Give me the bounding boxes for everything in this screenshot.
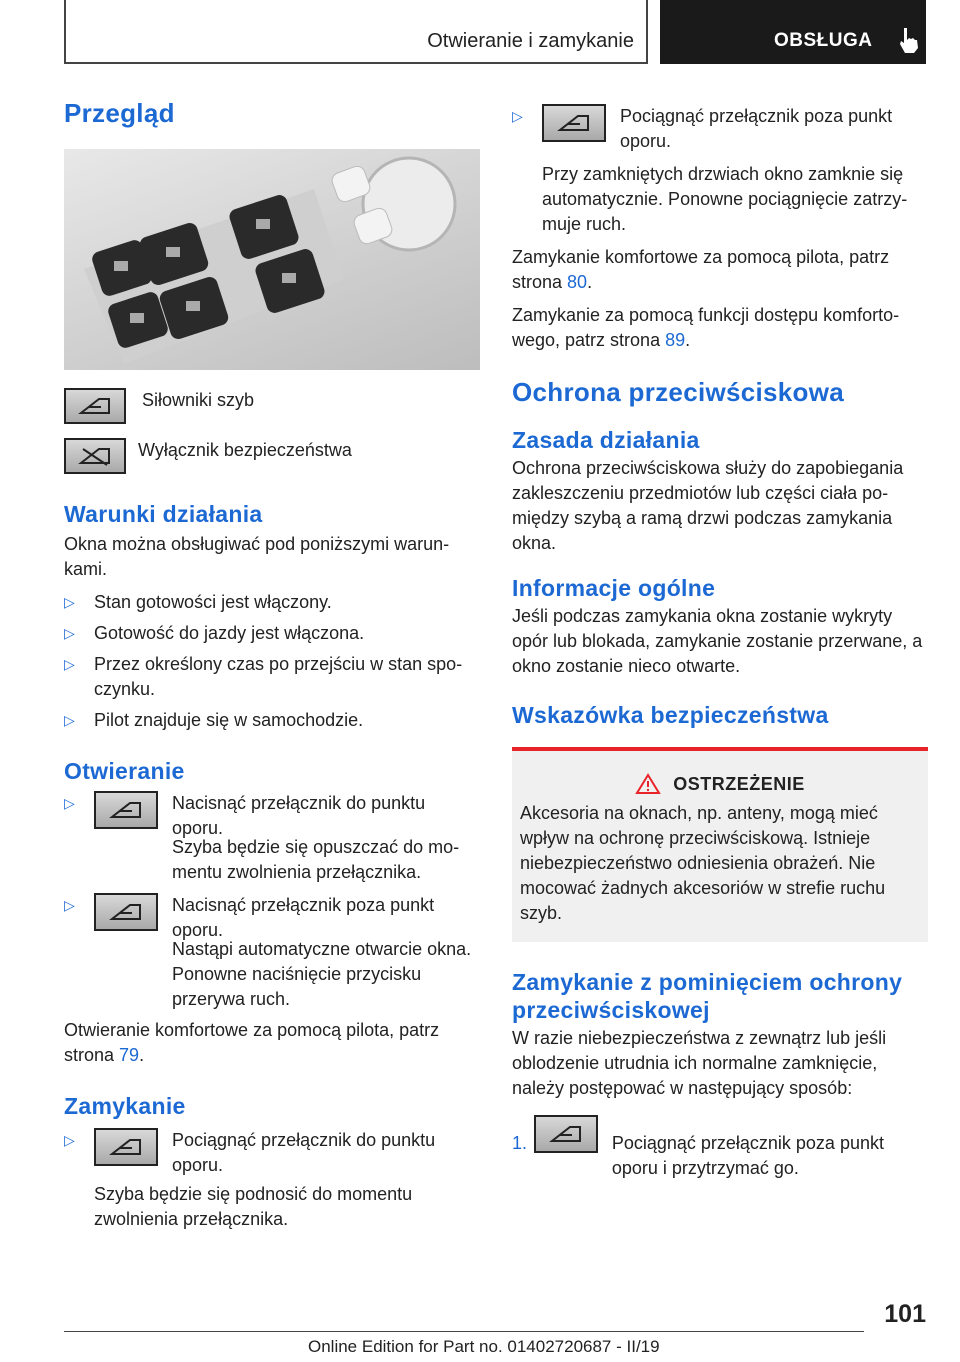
safety-heading: Wskazówka bezpieczeństwa [512, 702, 829, 728]
warning-box [512, 747, 928, 942]
window-switches-photo [64, 149, 480, 370]
triangle-bullet-icon: ▷ [64, 1132, 75, 1148]
page-link-80[interactable]: 80 [567, 272, 588, 292]
window-switch-icon [534, 1115, 598, 1153]
triangle-bullet-icon: ▷ [64, 712, 75, 728]
general-heading: Informacje ogólne [512, 575, 716, 601]
right-column [512, 104, 928, 1181]
page-link-89[interactable]: 89 [665, 330, 686, 350]
closing-heading: Zamykanie [64, 1093, 186, 1119]
list-item: ▷ Stan gotowości jest włączony. [64, 590, 480, 615]
closing-step-1: ▷ Pociągnąć przełącznik do punktu oporu. Szyba będzie się podnosić do momentu zwolnienia przełącznika. [64, 1128, 480, 1232]
warning-title: OSTRZEŻENIE [520, 773, 920, 795]
legend-window-regulators-text: Siłowniki szyb [142, 390, 255, 410]
list-item: ▷ Gotowość do jazdy jest włączona. [64, 621, 480, 646]
page-link-79[interactable]: 79 [119, 1045, 140, 1065]
conditions-heading: Warunki działania [64, 501, 263, 527]
triangle-bullet-icon: ▷ [64, 656, 75, 672]
bypass-step-1: 1. Pociągnąć przełącznik poza punkt oporu i przytrzymać go. [512, 1115, 928, 1181]
window-regulator-icon [64, 388, 126, 424]
footer-divider [64, 1331, 864, 1332]
opening-heading: Otwieranie [64, 758, 185, 784]
warning-text: Akcesoria na oknach, np. anteny, mogą mieć wpływ na ochronę przeciwściskową. Istnieje niebezpieczeństwo odniesienia obrażeń. Nie mocować żadnych akcesoriów w strefie ruchu szyb. [520, 803, 886, 923]
opening-step-1: ▷ Nacisnąć przełącznik do punktu oporu. Szyba będzie się opuszczać do mo- mentu zwolnienia przełącznika. [64, 791, 480, 885]
opening-comfort-text: Otwieranie komfortowe za pomocą pilota, patrz strona 79. [64, 1020, 440, 1065]
triangle-bullet-icon: ▷ [64, 897, 75, 913]
bypass-heading: Zamykanie z pominięciem ochrony przeciwściskowej [512, 969, 903, 1023]
window-switch-icon [94, 893, 158, 931]
bypass-step-text: Pociągnąć przełącznik poza punkt oporu i przytrzymać go. [611, 1133, 884, 1178]
list-item: ▷ Pilot znajduje się w samochodzie. [64, 708, 480, 733]
page-number: 101 [884, 1300, 926, 1328]
hand-pointer-icon [897, 26, 921, 54]
principle-text: Ochrona przeciwściskowa służy do zapobiegania zakleszczeniu przedmiotów lub części ciała po- między szybą a ramą drzwi podczas zamykania okna. [512, 458, 904, 553]
opening-step-2: ▷ Nacisnąć przełącznik poza punkt oporu. Nastąpi automatyczne otwarcie okna. Ponowne naciśnięcie przycisku przerywa ruch. [64, 893, 480, 1012]
protection-heading: Ochrona przeciwściskowa [512, 377, 845, 407]
switch-panel-illustration [64, 149, 480, 370]
overview-heading: Przegląd [64, 98, 175, 128]
window-switch-icon [542, 104, 606, 142]
triangle-bullet-icon: ▷ [64, 594, 75, 610]
header-chapter [660, 0, 926, 64]
closing-step-2: ▷ Pociągnąć przełącznik poza punkt oporu. Przy zamkniętych drzwiach okno zamknie się automatycznie. Ponowne pociągnięcie zatrzy- muje ruch. [512, 104, 928, 237]
legend-safety-switch [64, 438, 480, 474]
closing-comfort-text: Zamykanie komfortowe za pomocą pilota, patrz strona 80. [512, 247, 890, 292]
header-section-title: Otwieranie i zamykanie [427, 30, 634, 52]
footer-edition: Online Edition for Part no. 01402720687 - II/19 [308, 1337, 660, 1356]
warning-triangle-icon [635, 773, 661, 795]
header-section [64, 0, 648, 64]
window-switch-icon [94, 791, 158, 829]
triangle-bullet-icon: ▷ [512, 108, 523, 124]
window-switch-icon [94, 1128, 158, 1166]
conditions-intro: Okna można obsługiwać pod poniższymi warun- kami. [64, 534, 450, 579]
general-text: Jeśli podczas zamykania okna zostanie wykryty opór lub blokada, zamykanie zostanie przerwane, a okno zostanie nieco otwarte. [512, 606, 923, 676]
closing-access-text: Zamykanie za pomocą funkcji dostępu komforto- wego, patrz strona 89. [512, 305, 900, 350]
safety-switch-icon [64, 438, 126, 474]
legend-safety-switch-text: Wyłącznik bezpieczeństwa [138, 440, 352, 460]
triangle-bullet-icon: ▷ [64, 795, 75, 811]
header-chapter-title: OBSŁUGA [774, 30, 873, 51]
bypass-text: W razie niebezpieczeństwa z zewnątrz lub jeśli oblodzenie utrudnia ich normalne zamknięcie, należy postępować w następujący sposób: [512, 1028, 887, 1098]
principle-heading: Zasada działania [512, 427, 700, 453]
triangle-bullet-icon: ▷ [64, 625, 75, 641]
legend-window-regulators [64, 388, 480, 424]
list-item: ▷ Przez określony czas po przejściu w stan spo- czynku. [64, 652, 480, 702]
left-column [64, 98, 480, 1232]
